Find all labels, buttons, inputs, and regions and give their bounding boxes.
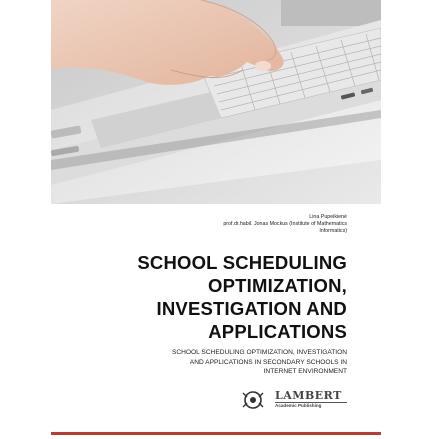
subtitle-line-1: SCHOOL SCHEDULING OPTIMIZATION, INVESTIGATION — [172, 349, 347, 356]
author-name-2: prof.dr.habil. Jonas Mockus (Institute of Mathematics — [223, 221, 347, 227]
subtitle-line-2: AND APPLICATIONS IN SECONDARY SCHOOLS IN — [189, 358, 347, 366]
book-cover — [51, 0, 381, 439]
author-name-1: Lina Pupeikienė — [309, 214, 347, 220]
author-affiliation: Informatics) — [319, 228, 347, 234]
publisher-block — [237, 389, 347, 411]
subtitle-line-3: INTERNET ENVIRONMENT — [263, 368, 347, 375]
lambert-logo-icon — [239, 389, 269, 411]
bottom-accent-bar — [51, 432, 381, 435]
cover-photo-laptop — [51, 0, 381, 204]
publisher-name: LAMBERT — [275, 390, 347, 403]
title-line-2: OPTIMIZATION, — [208, 275, 347, 296]
author-list — [87, 214, 347, 235]
title-line-3: INVESTIGATION AND — [156, 298, 347, 319]
title-line-1: SCHOOL SCHEDULING — [137, 252, 347, 273]
book-subtitle — [57, 348, 347, 377]
title-line-4: APPLICATIONS — [208, 321, 347, 342]
publisher-subtitle: Academic Publishing — [275, 403, 322, 408]
book-title — [57, 251, 347, 343]
